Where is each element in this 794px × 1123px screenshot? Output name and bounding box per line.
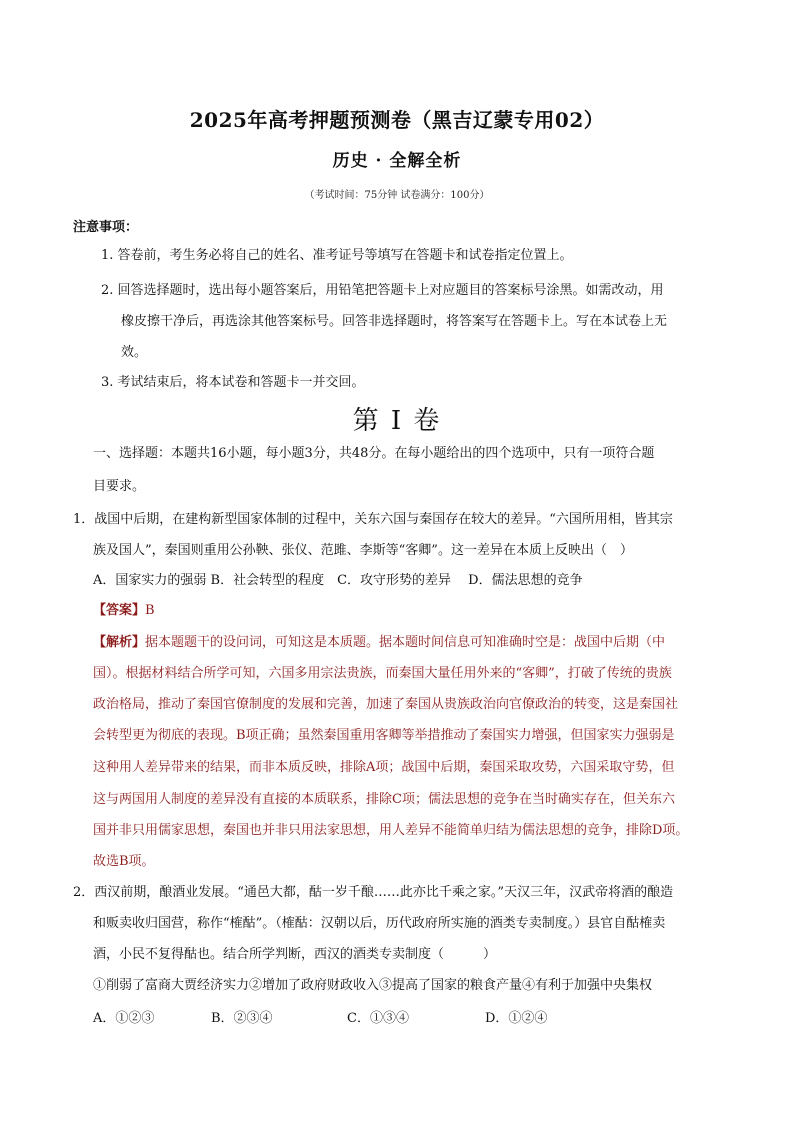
notice-text: 效。 <box>121 345 148 360</box>
question-1-stem: 族及国人”，秦国则重用公孙鞅、张仪、范雎、李斯等“客卿”。这一差异在本质上反映出（ ） <box>93 543 633 558</box>
section-instruction: 目要求。 <box>93 479 146 494</box>
analysis-text: 会转型更为彻底的表现。B项正确；虽然秦国重用客卿等举措推动了秦国实力增强，但国家实力强弱是 <box>93 728 675 743</box>
question-1-options: A．国家实力的强弱 B．社会转型的程度 C．攻守形势的差异 D．儒法思想的竞争 <box>93 573 583 588</box>
notice-heading: 注意事项： <box>73 220 139 235</box>
analysis-text: 国）。根据材料结合所学可知，六国多用宗法贵族，而秦国大量任用外来的“客卿”，打破了传统的贵族 <box>93 666 672 681</box>
question-2-option-c: C．①③④ <box>347 1011 409 1026</box>
analysis-text: 故选B项。 <box>93 854 155 869</box>
question-1-stem: 1．战国中后期，在建构新型国家体制的过程中，关东六国与秦国存在较大的差异。“六国所用相，皆其宗 <box>73 512 673 527</box>
question-1-analysis <box>93 633 665 653</box>
analysis-label: 【解析】 <box>93 635 146 650</box>
answer-label: 【答案】 <box>93 603 146 618</box>
analysis-text: 国并非只用儒家思想，秦国也并非只用法家思想，用人差异不能简单归结为儒法思想的竞争，排除D项。 <box>93 823 689 838</box>
notice-text: 答卷前，考生务必将自己的姓名、准考证号等填写在答题卡和试卷指定位置上。 <box>117 248 573 263</box>
notice-item-2 <box>101 275 741 368</box>
question-2-option-b: B．②③④ <box>211 1011 273 1026</box>
question-2-option-d: D．①②④ <box>485 1011 548 1026</box>
question-2-stem: 2．西汉前期，酿酒业发展。“通邑大都，酤一岁千酿……此亦比千乘之家。”天汉三年，汉武帝将酒的酿造 <box>73 885 674 900</box>
notice-number: 1. <box>101 248 114 263</box>
analysis-text: 这种用人差异带来的结果，而非本质反映，排除A项；战国中后期，秦国采取攻势，六国采取守势，但 <box>93 760 675 775</box>
exam-info: （考试时间：75分钟 试卷满分：100分） <box>304 190 490 201</box>
notice-text: 回答选择题时，选出每小题答案后，用铅笔把答题卡上对应题目的答案标号涂黑。如需改动，用 <box>117 283 664 298</box>
notice-number: 3. <box>101 375 114 390</box>
volume-title: 第 I 卷 <box>352 406 442 436</box>
page-subtitle: 历史 · 全解全析 <box>332 151 462 171</box>
notice-item-3 <box>101 367 741 398</box>
notice-text: 考试结束后，将本试卷和答题卡一并交回。 <box>117 375 365 390</box>
notice-item-1 <box>101 240 741 271</box>
notice-number: 2. <box>101 283 114 298</box>
question-2-stem: 和贩卖收归国营，称作“榷酤”。（榷酤：汉朝以后，历代政府所实施的酒类专卖制度。）县官自酤榷卖 <box>93 916 666 931</box>
question-2-option-a: A．①②③ <box>93 1011 155 1026</box>
page-title: 2025年高考押题预测卷（黑吉辽蒙专用02） <box>189 108 605 132</box>
analysis-text: 据本题题干的设问词，可知这是本质题。据本题时间信息可知准确时空是：战国中后期（中 <box>145 635 666 650</box>
analysis-text: 这与两国用人制度的差异没有直接的本质联系，排除C项；儒法思想的竞争在当时确实存在，但关东六 <box>93 792 675 807</box>
answer-value: B <box>145 603 155 618</box>
question-1-answer <box>93 601 155 621</box>
section-instruction: 一、选择题：本题共16小题，每小题3分，共48分。在每小题给出的四个选项中，只有一项符合题 <box>93 446 655 461</box>
analysis-text: 政治格局，推动了秦国官僚制度的发展和完善，加速了秦国从贵族政治向官僚政治的转变，这是秦国社 <box>93 697 679 712</box>
question-2-stem: 酒，小民不复得酤也。结合所学判断，西汉的酒类专卖制度（ ） <box>93 947 497 962</box>
question-2-statements: ①削弱了富商大贾经济实力②增加了政府财政收入③提高了国家的粮食产量④有利于加强中央集权 <box>93 978 653 993</box>
notice-text: 橡皮擦干净后，再选涂其他答案标号。回答非选择题时，将答案写在答题卡上。写在本试卷上无 <box>121 314 668 329</box>
